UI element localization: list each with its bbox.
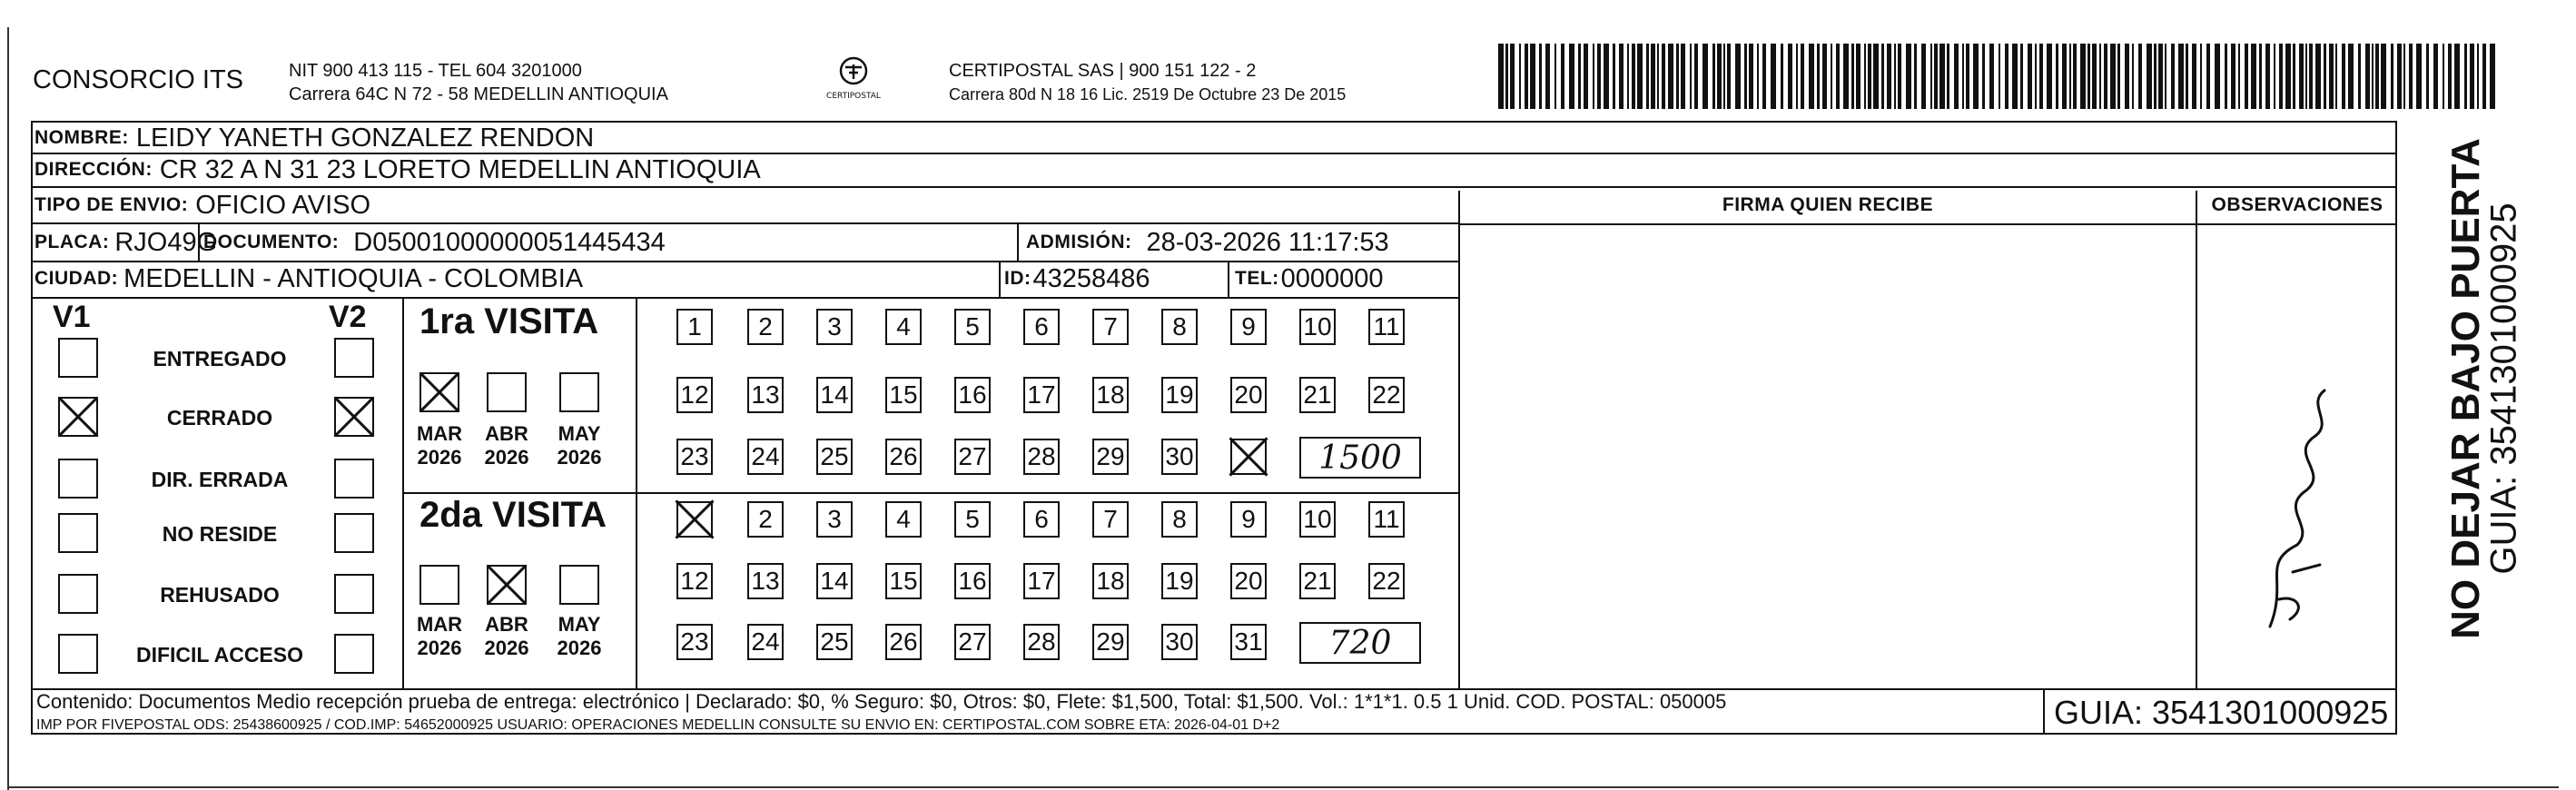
barcode-bar xyxy=(1505,44,1508,109)
first-day-box[interactable]: 23 xyxy=(676,439,713,475)
second-day-box[interactable]: 31 xyxy=(1230,624,1267,660)
nombre-label: NOMBRE: xyxy=(35,127,129,148)
second-day-box[interactable]: 14 xyxy=(816,563,853,599)
barcode-bar xyxy=(1881,44,1884,109)
second-day-box[interactable]: 20 xyxy=(1230,563,1267,599)
barcode-bar xyxy=(1930,44,1932,109)
barcode-bar xyxy=(2409,44,2413,109)
barcode-bar xyxy=(1694,44,1698,109)
barcode-bar xyxy=(2464,44,2467,109)
barcode-bar xyxy=(1843,44,1849,109)
barcode-bar xyxy=(1637,44,1643,109)
barcode-bar xyxy=(1554,44,1556,109)
first-time-box[interactable]: 1500 xyxy=(1299,437,1421,479)
barcode-bar xyxy=(1966,44,1969,109)
footer-print-info: IMP POR FIVEPOSTAL ODS: 25438600925 / COD.IMP: 54652000925 USUARIO: OPERACIONES MEDELLIN CONSULTE SU ENVIO EN: CERTIPOSTAL.COM SOBRE ETA: 2026-04-01 D+2 xyxy=(36,717,1280,733)
barcode-bar xyxy=(1651,44,1655,109)
tel-row xyxy=(1235,263,1384,294)
barcode-bar xyxy=(1982,44,1985,109)
v2-label: V2 xyxy=(329,300,367,334)
admision-row xyxy=(1026,227,1389,258)
barcode-bar xyxy=(2265,44,2270,109)
status-option-label: ENTREGADO xyxy=(153,347,287,370)
second-day-box[interactable]: 25 xyxy=(816,624,853,660)
v2-checkbox-0[interactable] xyxy=(334,338,374,378)
barcode-bar xyxy=(2299,44,2304,109)
direccion-value: CR 32 A N 31 23 LORETO MEDELLIN ANTIOQUIA xyxy=(159,154,761,184)
barcode-bar xyxy=(2117,44,2120,109)
v1-checkbox-0[interactable] xyxy=(58,338,98,378)
second-month-label: ABR 2026 xyxy=(484,613,529,659)
barcode-bar xyxy=(2028,44,2032,109)
barcode-bar xyxy=(2416,44,2422,109)
first-month-label: MAY 2026 xyxy=(557,422,602,469)
barcode-bar xyxy=(2110,44,2116,109)
second-month-checkbox-1[interactable] xyxy=(487,565,527,605)
first-visit-label: 1ra VISITA xyxy=(419,301,599,341)
barcode-bar xyxy=(2056,44,2058,109)
barcode-bar xyxy=(2225,44,2227,109)
barcode-bar xyxy=(1613,44,1615,109)
barcode-bar xyxy=(1781,44,1783,109)
barcode-bar xyxy=(1619,44,1624,109)
first-day-box[interactable]: 26 xyxy=(885,439,922,475)
barcode-bar xyxy=(1727,44,1731,109)
first-day-box[interactable]: 28 xyxy=(1023,439,1060,475)
barcode-bar xyxy=(1593,44,1594,109)
barcode-bar xyxy=(2372,44,2374,109)
barcode-bar xyxy=(2293,44,2295,109)
company-name: CONSORCIO ITS xyxy=(33,65,244,94)
barcode-bar xyxy=(1723,44,1725,109)
second-day-box[interactable]: 15 xyxy=(885,563,922,599)
barcode-bar xyxy=(1569,44,1574,109)
barcode-bar xyxy=(2403,44,2405,109)
second-day-box[interactable]: 8 xyxy=(1161,501,1198,538)
barcode-bar xyxy=(1510,44,1515,109)
first-day-box[interactable]: 7 xyxy=(1092,309,1129,345)
barcode-bar xyxy=(2125,44,2129,109)
id-label: ID: xyxy=(1004,268,1031,289)
second-day-box[interactable]: 2 xyxy=(747,501,784,538)
barcode-bar xyxy=(1545,44,1550,109)
first-day-box[interactable]: 8 xyxy=(1161,309,1198,345)
status-option-label: CERRADO xyxy=(166,406,273,430)
barcode-bar xyxy=(1690,44,1692,109)
second-month-label: MAY 2026 xyxy=(557,613,602,659)
first-month-checkbox-1[interactable] xyxy=(487,372,527,412)
nombre-value: LEIDY YANETH GONZALEZ RENDON xyxy=(135,123,595,153)
barcode-bar xyxy=(1873,44,1879,109)
second-day-box[interactable]: 19 xyxy=(1161,563,1198,599)
barcode-bar xyxy=(1898,44,1901,109)
ciudad-label: CIUDAD: xyxy=(35,268,119,289)
v2-checkbox-5[interactable] xyxy=(334,634,374,674)
barcode-bar xyxy=(1887,44,1891,109)
first-day-box[interactable]: 1 xyxy=(676,309,713,345)
status-option-label: NO RESIDE xyxy=(162,522,278,546)
barcode-bar xyxy=(1801,44,1804,109)
barcode-bar xyxy=(1676,44,1679,109)
barcode-bar xyxy=(1703,44,1708,109)
barcode-bar xyxy=(1657,44,1659,109)
placa-row xyxy=(35,227,217,258)
barcode-bar xyxy=(1868,44,1871,109)
barcode-bar xyxy=(1681,44,1685,109)
id-row xyxy=(1004,263,1150,294)
observaciones-label: OBSERVACIONES xyxy=(2211,194,2384,215)
barcode-bar xyxy=(1632,44,1635,109)
barcode-bar xyxy=(2309,44,2313,109)
barcode-bar xyxy=(2482,44,2486,109)
admision-value: 28-03-2026 11:17:53 xyxy=(1146,227,1389,257)
first-day-box[interactable]: 16 xyxy=(954,377,991,413)
first-day-box[interactable]: 25 xyxy=(816,439,853,475)
first-day-box[interactable]: 5 xyxy=(954,309,991,345)
second-day-box[interactable]: 29 xyxy=(1092,624,1129,660)
side-warning: NO DEJAR BAJO PUERTA xyxy=(2443,138,2488,639)
documento-label: DOCUMENTO: xyxy=(203,232,340,252)
first-day-box[interactable]: 18 xyxy=(1092,377,1129,413)
barcode-bar xyxy=(1914,44,1917,109)
barcode-bar xyxy=(2035,44,2037,109)
svg-text:CERTIPOSTAL: CERTIPOSTAL xyxy=(826,92,881,101)
documento-row xyxy=(203,227,666,258)
barcode-bar xyxy=(2192,44,2196,109)
barcode-bar xyxy=(2329,44,2334,109)
second-day-box[interactable]: 23 xyxy=(676,624,713,660)
first-day-box[interactable]: 14 xyxy=(816,377,853,413)
barcode-bar xyxy=(2245,44,2248,109)
barcode-bar xyxy=(1749,44,1753,109)
barcode-bar xyxy=(2397,44,2402,109)
barcode-bar xyxy=(1712,44,1715,109)
barcode-bar xyxy=(2348,44,2354,109)
first-day-box[interactable]: 4 xyxy=(885,309,922,345)
first-month-label: MAR 2026 xyxy=(416,422,463,469)
firma-label: FIRMA QUIEN RECIBE xyxy=(1722,194,1934,215)
side-guia: GUIA: 3541301000925 xyxy=(2483,202,2524,575)
barcode-bar xyxy=(2285,44,2291,109)
signature-scribble xyxy=(2243,354,2352,645)
first-day-box[interactable]: 10 xyxy=(1299,309,1336,345)
admision-label: ADMISIÓN: xyxy=(1026,232,1132,252)
barcode-bar xyxy=(2251,44,2256,109)
first-day-box[interactable]: 22 xyxy=(1368,377,1405,413)
status-option-label: REHUSADO xyxy=(160,583,280,607)
first-day-box[interactable]: 9 xyxy=(1230,309,1267,345)
placa-label: PLACA: xyxy=(35,232,110,252)
barcode-bar xyxy=(1809,44,1814,109)
barcode-bar xyxy=(2375,44,2379,109)
barcode-bar xyxy=(1796,44,1798,109)
v1-checkbox-5[interactable] xyxy=(58,634,98,674)
first-day-box[interactable]: 30 xyxy=(1161,439,1198,475)
second-day-marked[interactable] xyxy=(676,501,713,538)
barcode-bar xyxy=(2012,44,2018,109)
first-day-box[interactable]: 27 xyxy=(954,439,991,475)
first-day-box[interactable]: 13 xyxy=(747,377,784,413)
company-nit: NIT 900 413 115 - TEL 604 3201000 xyxy=(289,61,582,81)
barcode-bar xyxy=(2047,44,2052,109)
barcode-bar xyxy=(2206,44,2210,109)
v1-checkbox-3[interactable] xyxy=(58,513,98,553)
barcode-bar xyxy=(1646,44,1649,109)
barcode-bar xyxy=(1836,44,1840,109)
barcode-bar xyxy=(1525,44,1528,109)
second-day-box[interactable]: 9 xyxy=(1230,501,1267,538)
v2-checkbox-3[interactable] xyxy=(334,513,374,553)
first-month-checkbox-2[interactable] xyxy=(559,372,599,412)
barcode-bar xyxy=(1934,44,1938,109)
first-day-box[interactable]: 15 xyxy=(885,377,922,413)
second-day-box[interactable]: 17 xyxy=(1023,563,1060,599)
barcode-bar xyxy=(2165,44,2166,109)
barcode-bar xyxy=(2147,44,2152,109)
barcode-bar xyxy=(1519,44,1521,109)
barcode-bar xyxy=(2426,44,2429,109)
barcode-bar xyxy=(2274,44,2275,109)
barcode-bar xyxy=(2490,44,2495,109)
barcode-bar xyxy=(2087,44,2090,109)
barcode-bar xyxy=(2080,44,2086,109)
barcode-bar xyxy=(2279,44,2283,109)
barcode-bar xyxy=(1788,44,1792,109)
second-day-box[interactable]: 11 xyxy=(1368,501,1405,538)
tel-label: TEL: xyxy=(1235,268,1279,289)
barcode-bar xyxy=(1561,44,1564,109)
barcode-bar xyxy=(1954,44,1959,109)
first-day-box[interactable]: 17 xyxy=(1023,377,1060,413)
ciudad-value: MEDELLIN - ANTIOQUIA - COLOMBIA xyxy=(123,263,584,293)
company-address: Carrera 64C N 72 - 58 MEDELLIN ANTIOQUIA xyxy=(289,84,668,104)
barcode-bar xyxy=(1999,44,2000,109)
second-day-box[interactable]: 16 xyxy=(954,563,991,599)
second-day-box[interactable]: 10 xyxy=(1299,501,1336,538)
first-day-box[interactable]: 21 xyxy=(1299,377,1336,413)
status-option-label: DIFICIL ACCESO xyxy=(135,643,303,667)
v2-checkbox-2[interactable] xyxy=(334,459,374,499)
barcode-bar xyxy=(2470,44,2474,109)
barcode-bar xyxy=(2186,44,2188,109)
direccion-label: DIRECCIÓN: xyxy=(35,159,153,180)
barcode-bar xyxy=(2381,44,2386,109)
first-day-box[interactable]: 29 xyxy=(1092,439,1129,475)
first-day-marked[interactable] xyxy=(1230,439,1267,475)
first-day-box[interactable]: 11 xyxy=(1368,309,1405,345)
certipostal-logo xyxy=(822,54,885,107)
barcode-bar xyxy=(2454,44,2460,109)
documento-value: D05001000000051445434 xyxy=(353,227,666,257)
second-day-box[interactable]: 6 xyxy=(1023,501,1060,538)
scan-edge-bottom xyxy=(7,786,2559,788)
barcode-bar xyxy=(2073,44,2077,109)
barcode-bar xyxy=(2062,44,2067,109)
barcode-bar xyxy=(1894,44,1896,109)
barcode-bar xyxy=(1851,44,1854,109)
barcode-bar xyxy=(2391,44,2393,109)
barcode-bar xyxy=(1921,44,1926,109)
second-month-label: MAR 2026 xyxy=(416,613,463,659)
v1-checkbox-4[interactable] xyxy=(58,574,98,614)
second-day-box[interactable]: 18 xyxy=(1092,563,1129,599)
placa-value: RJO49G xyxy=(114,227,218,257)
barcode-bar xyxy=(2342,44,2345,109)
first-day-box[interactable]: 6 xyxy=(1023,309,1060,345)
second-day-box[interactable]: 21 xyxy=(1299,563,1336,599)
barcode-bar xyxy=(1831,44,1832,109)
barcode-bar xyxy=(2324,44,2326,109)
v2-checkbox-4[interactable] xyxy=(334,574,374,614)
barcode-bar xyxy=(1762,44,1766,109)
courier-address: Carrera 80d N 18 16 Lic. 2519 De Octubre 23 De 2015 xyxy=(949,85,1347,104)
second-day-box[interactable]: 12 xyxy=(676,563,713,599)
barcode-bar xyxy=(1604,44,1609,109)
barcode-bar xyxy=(2171,44,2175,109)
second-month-checkbox-0[interactable] xyxy=(419,565,459,605)
barcode-bar xyxy=(2358,44,2361,109)
barcode-bar xyxy=(1939,44,1945,109)
first-day-box[interactable]: 19 xyxy=(1161,377,1198,413)
id-value: 43258486 xyxy=(1032,263,1150,293)
tel-value: 0000000 xyxy=(1280,263,1384,293)
courier-nit: CERTIPOSTAL SAS | 900 151 122 - 2 xyxy=(949,61,1257,81)
barcode-bar xyxy=(1962,44,1964,109)
ciudad-row xyxy=(35,263,583,294)
barcode-bar xyxy=(2178,44,2184,109)
footer-guia: GUIA: 3541301000925 xyxy=(2054,694,2389,731)
v1-checkbox-2[interactable] xyxy=(58,459,98,499)
barcode-bar xyxy=(1947,44,1949,109)
status-option-label: DIR. ERRADA xyxy=(151,468,289,491)
barcode-bar xyxy=(1906,44,1911,109)
tipo-value: OFICIO AVISO xyxy=(195,190,371,220)
second-day-box[interactable]: 26 xyxy=(885,624,922,660)
barcode-bar xyxy=(2020,44,2023,109)
second-day-box[interactable]: 3 xyxy=(816,501,853,538)
barcode-bar xyxy=(1771,44,1776,109)
second-time-box[interactable]: 720 xyxy=(1299,622,1421,664)
second-day-box[interactable]: 5 xyxy=(954,501,991,538)
barcode-bar xyxy=(1864,44,1866,109)
barcode-bar xyxy=(2092,44,2097,109)
barcode-bar xyxy=(2132,44,2134,109)
barcode-bar xyxy=(1498,44,1504,109)
second-day-box[interactable]: 30 xyxy=(1161,624,1198,660)
second-day-box[interactable]: 22 xyxy=(1368,563,1405,599)
barcode-bar xyxy=(1627,44,1629,109)
second-day-box[interactable]: 13 xyxy=(747,563,784,599)
direccion-row xyxy=(35,154,761,185)
barcode-bar xyxy=(1717,44,1722,109)
barcode-bar xyxy=(2104,44,2107,109)
second-day-box[interactable]: 4 xyxy=(885,501,922,538)
barcode-bar xyxy=(2039,44,2043,109)
barcode-bar xyxy=(1578,44,1581,109)
v1-label: V1 xyxy=(53,300,91,334)
barcode-bar xyxy=(1530,44,1535,109)
barcode-bar xyxy=(2200,44,2202,109)
scan-edge-left xyxy=(7,27,9,790)
barcode-bar xyxy=(1539,44,1542,109)
barcode-bar xyxy=(2448,44,2452,109)
second-day-box[interactable]: 27 xyxy=(954,624,991,660)
barcode-bar xyxy=(1744,44,1747,109)
barcode-bar xyxy=(1662,44,1665,109)
barcode-bar xyxy=(2433,44,2438,109)
barcode-bar xyxy=(2365,44,2370,109)
barcode-bar xyxy=(2154,44,2157,109)
barcode-bar xyxy=(2305,44,2307,109)
second-day-box[interactable]: 28 xyxy=(1023,624,1060,660)
first-month-checkbox-0[interactable] xyxy=(419,372,459,412)
footer-content: Contenido: Documentos Medio recepción prueba de entrega: electrónico | Declarado: $0, % Seguro: $0, Otros: $0, Flete: $1,500, Total: $1,500. Vol.: 1*1*1. 0.5 1 Unid. COD. POSTAL: 050005 xyxy=(36,690,1727,713)
second-month-checkbox-2[interactable] xyxy=(559,565,599,605)
barcode-bar xyxy=(1757,44,1759,109)
nombre-row xyxy=(35,123,594,153)
second-day-box[interactable]: 24 xyxy=(747,624,784,660)
barcode-bar xyxy=(2335,44,2337,109)
barcode-bar xyxy=(1856,44,1860,109)
barcode-bar xyxy=(2231,44,2235,109)
tipo-row xyxy=(35,190,370,221)
barcode-bar xyxy=(1584,44,1588,109)
first-day-box[interactable]: 3 xyxy=(816,309,853,345)
barcode-bar xyxy=(2138,44,2142,109)
barcode xyxy=(1498,44,2499,109)
barcode-bar xyxy=(2259,44,2262,109)
barcode-bar xyxy=(1817,44,1820,109)
first-day-box[interactable]: 20 xyxy=(1230,377,1267,413)
barcode-bar xyxy=(2315,44,2321,109)
first-day-box[interactable]: 12 xyxy=(676,377,713,413)
barcode-bar xyxy=(2443,44,2444,109)
first-month-label: ABR 2026 xyxy=(484,422,529,469)
v2-checkbox-1[interactable] xyxy=(334,397,374,437)
barcode-bar xyxy=(1735,44,1741,109)
v1-checkbox-1[interactable] xyxy=(58,397,98,437)
barcode-bar xyxy=(2005,44,2008,109)
barcode-bar xyxy=(1668,44,1673,109)
barcode-bar xyxy=(2099,44,2101,109)
second-visit-label: 2da VISITA xyxy=(419,495,607,535)
barcode-bar xyxy=(1822,44,1827,109)
barcode-bar xyxy=(2215,44,2220,109)
barcode-bar xyxy=(2238,44,2240,109)
barcode-bar xyxy=(1973,44,1979,109)
second-day-box[interactable]: 7 xyxy=(1092,501,1129,538)
barcode-bar xyxy=(2477,44,2479,109)
barcode-bar xyxy=(1989,44,1994,109)
tipo-label: TIPO DE ENVIO: xyxy=(35,194,189,215)
barcode-bar xyxy=(1597,44,1601,109)
first-day-box[interactable]: 24 xyxy=(747,439,784,475)
first-day-box[interactable]: 2 xyxy=(747,309,784,345)
barcode-bar xyxy=(2069,44,2071,109)
barcode-bar xyxy=(2158,44,2163,109)
